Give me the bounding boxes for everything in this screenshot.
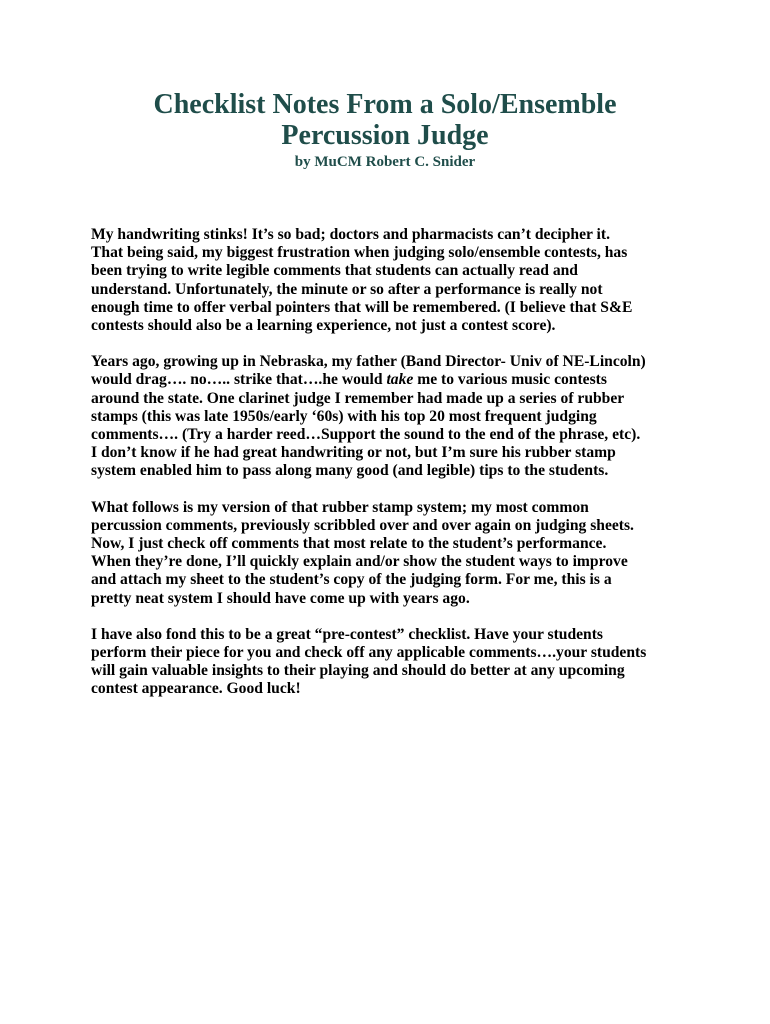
- text-line: What follows is my version of that rubber stamp system; my most common: [91, 498, 589, 516]
- text-line: I don’t know if he had great handwriting or not, but I’m sure his rubber stamp: [91, 444, 616, 462]
- emphasized-word: take: [386, 371, 414, 389]
- text-line: Now, I just check off comments that most relate to the student’s performance.: [91, 535, 607, 553]
- title-line-2: Percussion Judge: [281, 120, 489, 151]
- text-line: and attach my sheet to the student’s copy of the judging form. For me, this is a: [91, 571, 612, 589]
- text-line: comments…. (Try a harder reed…Support the sound to the end of the phrase, etc).: [91, 426, 641, 444]
- text-line: enough time to offer verbal pointers that will be remembered. (I believe that S&E: [91, 298, 633, 316]
- paragraph-4: [91, 626, 731, 699]
- text-line: pretty neat system I should have come up with years ago.: [91, 589, 470, 607]
- text-line: stamps (this was late 1950s/early ‘60s) with his top 20 most frequent judging: [91, 407, 597, 425]
- text-line: My handwriting stinks! It’s so bad; doctors and pharmacists can’t decipher it.: [91, 226, 610, 243]
- text-line: contest appearance. Good luck!: [91, 680, 301, 698]
- body-text: [91, 226, 731, 717]
- text-line: percussion comments, previously scribbled over and over again on judging sheets.: [91, 516, 634, 534]
- document-title: [0, 89, 770, 151]
- text-line: around the state. One clarinet judge I remember had made up a series of rubber: [91, 389, 625, 407]
- paragraph-3: [91, 499, 731, 608]
- text-fragment: me to various music contests: [413, 371, 607, 389]
- text-line: perform their piece for you and check off any applicable comments….your students: [91, 644, 647, 662]
- text-line: When they’re done, I’ll quickly explain and/or show the student ways to improve: [91, 553, 628, 571]
- text-line: will gain valuable insights to their playing and should do better at any upcoming: [91, 662, 625, 680]
- paragraph-1: [91, 226, 731, 335]
- text-fragment: would drag…. no….. strike that….he would: [91, 371, 387, 389]
- text-line: That being said, my biggest frustration when judging solo/ensemble contests, has: [91, 244, 628, 262]
- text-line: system enabled him to pass along many good (and legible) tips to the students.: [91, 462, 609, 480]
- text-line-with-emphasis: [91, 371, 731, 389]
- text-line: been trying to write legible comments that students can actually read and: [91, 262, 578, 280]
- title-line-1: Checklist Notes From a Solo/Ensemble: [153, 89, 617, 120]
- text-line: contests should also be a learning experience, not just a contest score).: [91, 317, 556, 335]
- text-line: understand. Unfortunately, the minute or so after a performance is really not: [91, 280, 603, 298]
- text-line: I have also fond this to be a great “pre-contest” checklist. Have your students: [91, 625, 603, 643]
- paragraph-2: [91, 353, 731, 480]
- text-line: Years ago, growing up in Nebraska, my father (Band Director- Univ of NE-Lincoln): [91, 353, 646, 371]
- author-byline: by MuCM Robert C. Snider: [294, 154, 476, 170]
